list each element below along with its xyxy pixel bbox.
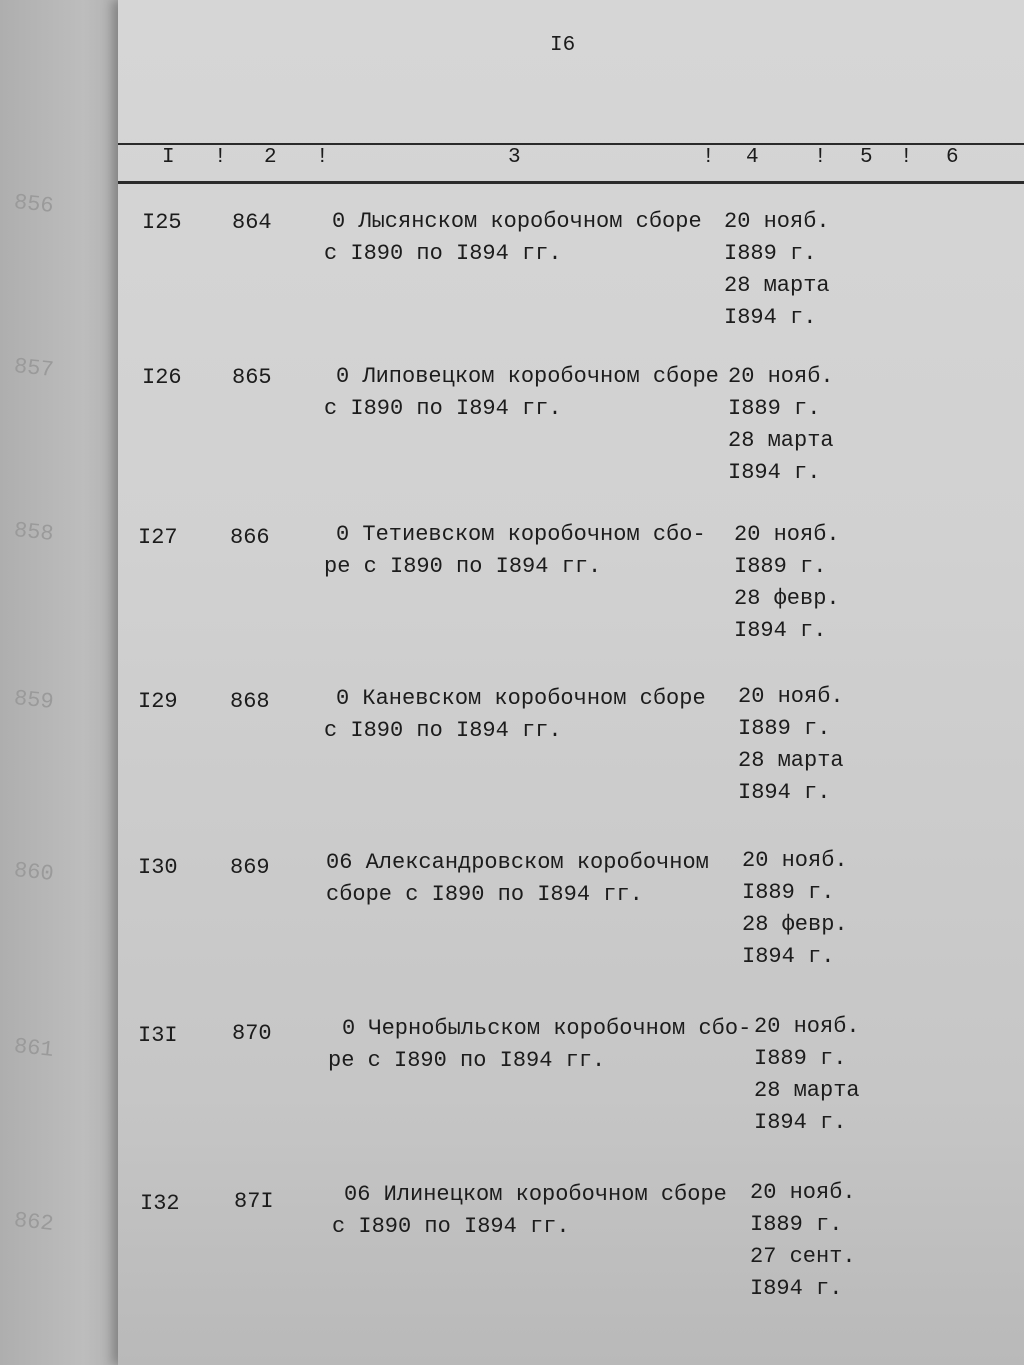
row-date-line: 28 марта [738, 748, 844, 773]
row-description [328, 1013, 751, 1077]
row-number: I29 [138, 689, 178, 714]
row-description-line: 0 Чернобыльском коробочном сбо- [342, 1016, 752, 1041]
row-date-line: I894 г. [734, 618, 827, 643]
row-dates [738, 681, 844, 809]
row-date-line: I889 г. [734, 554, 827, 579]
row-description-line: ре с I890 по I894 гг. [324, 554, 602, 579]
row-description [324, 206, 702, 270]
row-dates [742, 845, 848, 973]
row-date-line: 20 нояб. [728, 364, 834, 389]
table-header-rule [118, 181, 1024, 184]
row-date-line: 20 нояб. [750, 1180, 856, 1205]
row-dates [724, 206, 830, 334]
header-col-1: I [162, 146, 175, 169]
row-date-line: 27 сент. [750, 1244, 856, 1269]
row-description [326, 847, 709, 911]
under-sheet-mark: 858 [12, 517, 55, 548]
row-number: I25 [142, 210, 182, 235]
header-col-3: 3 [508, 146, 521, 169]
row-description-line: 06 Александровском коробочном [326, 850, 709, 875]
row-description [324, 361, 719, 425]
header-separator: ! [900, 146, 913, 169]
row-date-line: 28 февр. [734, 586, 840, 611]
row-dates [734, 519, 840, 647]
row-description [324, 519, 706, 583]
row-fond-number: 870 [232, 1021, 272, 1046]
row-date-line: 28 марта [724, 273, 830, 298]
row-date-line: I889 г. [754, 1046, 847, 1071]
row-fond-number: 866 [230, 525, 270, 550]
row-dates [728, 361, 834, 489]
row-fond-number: 864 [232, 210, 272, 235]
row-date-line: 20 нояб. [738, 684, 844, 709]
row-number: I3I [138, 1023, 178, 1048]
under-sheet-mark: 860 [12, 857, 55, 888]
header-col-5: 5 [860, 146, 873, 169]
row-fond-number: 869 [230, 855, 270, 880]
row-dates [750, 1177, 856, 1305]
header-col-6: 6 [946, 146, 959, 169]
row-date-line: I894 г. [728, 460, 821, 485]
header-separator: ! [702, 146, 715, 169]
row-description-line: сборе с I890 по I894 гг. [326, 882, 643, 907]
row-fond-number: 865 [232, 365, 272, 390]
row-number: I32 [140, 1191, 180, 1216]
header-separator: ! [316, 146, 329, 169]
row-date-line: I889 г. [742, 880, 835, 905]
row-description-line: 06 Илинецком коробочном сборе [344, 1182, 727, 1207]
row-date-line: I894 г. [754, 1110, 847, 1135]
document-page [118, 0, 1024, 1365]
row-date-line: 20 нояб. [742, 848, 848, 873]
header-col-4: 4 [746, 146, 759, 169]
header-separator: ! [814, 146, 827, 169]
row-date-line: 28 февр. [742, 912, 848, 937]
row-date-line: 20 нояб. [734, 522, 840, 547]
row-date-line: I894 г. [750, 1276, 843, 1301]
row-description [332, 1179, 727, 1243]
row-description-line: ре с I890 по I894 гг. [328, 1048, 606, 1073]
row-date-line: I889 г. [738, 716, 831, 741]
row-date-line: 20 нояб. [754, 1014, 860, 1039]
row-description-line: 0 Тетиевском коробочном сбо- [336, 522, 706, 547]
header-separator: ! [214, 146, 227, 169]
row-date-line: I889 г. [728, 396, 821, 421]
row-number: I27 [138, 525, 178, 550]
header-col-2: 2 [264, 146, 277, 169]
row-description-line: с I890 по I894 гг. [324, 718, 562, 743]
table-top-rule [118, 143, 1024, 145]
row-date-line: I894 г. [742, 944, 835, 969]
under-sheet-mark: 862 [12, 1207, 55, 1238]
row-fond-number: 868 [230, 689, 270, 714]
row-date-line: 20 нояб. [724, 209, 830, 234]
row-date-line: I889 г. [750, 1212, 843, 1237]
under-sheet-mark: 861 [12, 1033, 55, 1064]
row-date-line: I894 г. [724, 305, 817, 330]
row-number: I30 [138, 855, 178, 880]
row-fond-number: 87I [234, 1189, 274, 1214]
row-date-line: I889 г. [724, 241, 817, 266]
page-number: I6 [550, 34, 576, 57]
under-sheet-mark: 859 [12, 685, 55, 716]
row-description-line: 0 Каневском коробочном сборе [336, 686, 706, 711]
row-description-line: с I890 по I894 гг. [324, 241, 562, 266]
row-date-line: I894 г. [738, 780, 831, 805]
row-description-line: с I890 по I894 гг. [332, 1214, 570, 1239]
row-description-line: с I890 по I894 гг. [324, 396, 562, 421]
under-sheet-mark: 856 [12, 189, 55, 220]
row-date-line: 28 марта [754, 1078, 860, 1103]
row-description-line: 0 Липовецком коробочном сборе [336, 364, 719, 389]
under-sheet-mark: 857 [12, 353, 55, 384]
row-description [324, 683, 706, 747]
row-description-line: 0 Лысянском коробочном сборе [332, 209, 702, 234]
row-number: I26 [142, 365, 182, 390]
row-dates [754, 1011, 860, 1139]
row-date-line: 28 марта [728, 428, 834, 453]
